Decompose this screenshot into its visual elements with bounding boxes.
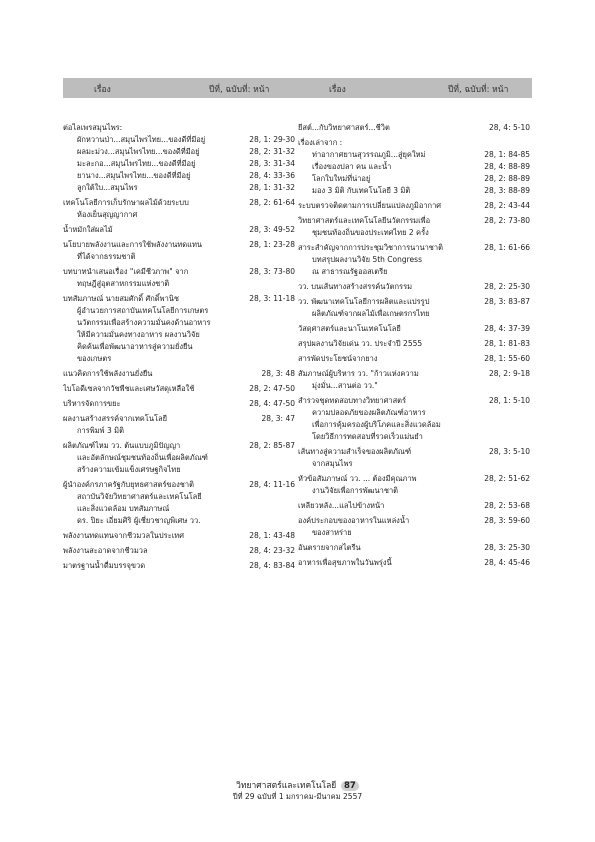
index-entry xyxy=(63,182,295,194)
left-reference-header: ปีที่, ฉบับที่: หน้า xyxy=(209,85,270,95)
entry-reference: 28, 4: 23-32 xyxy=(249,546,295,555)
entry-reference: 28, 1: 5-10 xyxy=(488,396,530,405)
entry-title: ที่ได้จากธรรมชาติ xyxy=(77,252,136,261)
index-entry xyxy=(63,266,295,278)
entry-title: ผลิตภัณฑ์ไหม วว. ต้นแบบภูมิปัญญา xyxy=(63,441,181,450)
index-entry xyxy=(298,380,530,392)
index-entry xyxy=(298,323,530,335)
entry-title: ผู้อำนวยการสถาบันเทคโนโลยีการเกษตร xyxy=(77,306,209,315)
entry-reference: 28, 2: 25-30 xyxy=(484,282,530,291)
entry-title: ทฤษฎีสู่อุตสาหกรรมแห่งชาติ xyxy=(77,279,170,288)
entry-title: วว. บนเส้นทางสร้างสรรค์นวัตกรรม xyxy=(298,282,413,291)
entry-title: ผลิตภัณฑ์จากผลไม้เพื่อเกษตรกรไทย xyxy=(312,309,430,318)
index-entry xyxy=(63,464,295,476)
index-entry xyxy=(298,500,530,512)
index-entry xyxy=(298,149,530,161)
entry-reference: 28, 2: 61-64 xyxy=(249,198,295,207)
right-topic-header: เรื่อง xyxy=(329,85,346,95)
index-entry xyxy=(63,368,295,380)
entry-title: ณ สาธารณรัฐออสเตรีย xyxy=(312,267,388,276)
index-entry xyxy=(63,146,295,158)
index-entry xyxy=(63,413,295,425)
index-entry xyxy=(298,242,530,254)
index-entry xyxy=(298,446,530,458)
index-entry xyxy=(63,278,295,290)
entry-title: คิดค้นเพื่อพัฒนาอาหารสู่ความยั่งยืน xyxy=(77,342,193,351)
entry-title: ไบโอดีเซลจากวัชพืชและเศษวัสดุเหลือใช้ xyxy=(63,384,195,393)
entry-title: ยานาง...สมุนไพรไทย...ของดีที่มีอยู่ xyxy=(77,171,191,180)
index-entry xyxy=(63,251,295,263)
index-entry xyxy=(298,254,530,266)
right-reference-header: ปีที่, ฉบับที่: หน้า xyxy=(448,85,509,95)
entry-title: ลูกใต้ใบ...สมุนไพร xyxy=(77,183,138,192)
entry-reference: 28, 3: 88-89 xyxy=(484,186,530,195)
index-entry xyxy=(63,134,295,146)
index-entry xyxy=(63,479,295,491)
index-entry xyxy=(298,137,530,149)
entry-reference: 28, 1: 84-85 xyxy=(484,150,530,159)
index-entry xyxy=(63,209,295,221)
entry-reference: 28, 4: 88-89 xyxy=(484,162,530,171)
index-entry xyxy=(63,560,295,572)
entry-title: เทคโนโลยีการเก็บรักษาผลไม้ด้วยระบบ xyxy=(63,198,189,207)
index-entry xyxy=(298,353,530,365)
entry-title: ท่าอากาศยานสุวรรณภูมิ...สู่ยุคใหม่ xyxy=(312,150,426,159)
entry-reference: 28, 2: 73-80 xyxy=(484,216,530,225)
entry-reference: 28, 3: 11-18 xyxy=(249,294,295,303)
entry-reference: 28, 3: 83-87 xyxy=(484,297,530,306)
index-entry xyxy=(298,338,530,350)
entry-reference: 28, 1: 61-66 xyxy=(484,243,530,252)
entry-title: สถาบันวิจัยวิทยาศาสตร์และเทคโนโลยี xyxy=(77,492,202,501)
entry-reference: 28, 2: 88-89 xyxy=(484,174,530,183)
entry-title: เส้นทางสู่ความสำเร็จของผลิตภัณฑ์ xyxy=(298,447,412,456)
entry-title: หัวข้อสัมภาษณ์ วว. ... ต้องมีคุณภาพ xyxy=(298,474,417,483)
entry-title: น้ำหมักใส่ผลไม้ xyxy=(63,225,113,234)
index-entry xyxy=(63,341,295,353)
journal-title: วิทยาศาสตร์และเทคโนโลยี xyxy=(236,781,337,791)
entry-title: มาตรฐานน้ำดื่มบรรจุขวด xyxy=(63,561,146,570)
entry-title: และอัตลักษณ์ชุมชนท้องถิ่นเพื่อผลิตภัณฑ์ xyxy=(77,453,208,462)
entry-reference: 28, 1: 29-30 xyxy=(249,135,295,144)
entry-reference: 28, 3: 47 xyxy=(261,414,295,423)
entry-reference: 28, 3: 49-52 xyxy=(249,225,295,234)
entry-title: ดร. ปิยะ เอี่ยมศิริ ผู้เชี่ยวชาญพิเศษ วว. xyxy=(77,516,201,525)
index-entry xyxy=(63,197,295,209)
entry-title: ผักหวานป่า...สมุนไพรไทย...ของดีที่มีอยู่ xyxy=(77,135,206,144)
entry-title: งานวิจัยเพื่อการพัฒนาชาติ xyxy=(312,486,399,495)
entry-title: พลังงานทดแทนจากชีวมวลในประเทศ xyxy=(63,531,184,540)
entry-title: นวัตกรรมเพื่อสร้างความมั่นคงด้านอาหาร xyxy=(77,318,211,327)
entry-title: ชุมชนท้องถิ่นของประเทศไทย 2 ครั้ง xyxy=(312,228,429,237)
entry-title: มอง 3 มิติ กับเทคโนโลยี 3 มิติ xyxy=(312,186,411,195)
entry-title: สร้างความเข้มแข็งเศรษฐกิจไทย xyxy=(77,465,181,474)
index-entry xyxy=(63,491,295,503)
entry-reference: 28, 2: 47-50 xyxy=(249,384,295,393)
index-entry xyxy=(298,308,530,320)
index-entry xyxy=(63,530,295,542)
entry-title: โลกใบใหม่ที่น่าอยู่ xyxy=(312,174,371,183)
entry-title: อันตรายจากสไตรีน xyxy=(298,543,361,552)
index-entry xyxy=(298,485,530,497)
index-entry xyxy=(298,395,530,407)
entry-title: สำรวจชุดทดสอบทางวิทยาศาสตร์ xyxy=(298,396,407,405)
entry-title: เหลียวหลัง...แลไปข้างหน้า xyxy=(298,501,385,510)
index-entry xyxy=(63,122,295,134)
index-entry xyxy=(63,170,295,182)
entry-reference: 28, 1: 31-32 xyxy=(249,183,295,192)
entry-title: โดยวิธีการทดสอบที่รวดเร็วแม่นยำ xyxy=(312,432,423,441)
index-entry xyxy=(298,281,530,293)
entry-reference: 28, 3: 31-34 xyxy=(249,159,295,168)
entry-title: ระบบตรวจติดตามการเปลี่ยนแปลงภูมิอากาศ xyxy=(298,201,442,210)
entry-title: อาหารเพื่อสุขภาพในวันพรุ่งนี้ xyxy=(298,558,392,567)
entry-reference: 28, 3: 25-30 xyxy=(484,543,530,552)
index-entry xyxy=(298,542,530,554)
index-entry xyxy=(63,224,295,236)
index-entry xyxy=(298,161,530,173)
index-entry xyxy=(298,473,530,485)
index-entry xyxy=(63,398,295,410)
entry-title: วว. พัฒนาเทคโนโลยีการผลิตและแปรรูป xyxy=(298,297,430,306)
index-entry xyxy=(63,239,295,251)
index-entry xyxy=(298,173,530,185)
entry-title: มุ่งมั่น...สานต่อ วว." xyxy=(312,381,378,390)
entry-title: ยีสต์...กับวิทยาศาสตร์...ชีวิต xyxy=(298,123,390,132)
entry-title: บริหารจัดการขยะ xyxy=(63,399,121,408)
entry-title: นโยบายพลังงานและการใช้พลังงานทดแทน xyxy=(63,240,203,249)
index-entry xyxy=(298,557,530,569)
index-entry xyxy=(63,317,295,329)
right-index-column xyxy=(298,122,530,569)
entry-title: ห้องเย็นสุญญากาศ xyxy=(77,210,138,219)
index-entry xyxy=(298,419,530,431)
entry-reference: 28, 4: 47-50 xyxy=(249,399,295,408)
index-entry xyxy=(63,452,295,464)
footer-issue-line: ปีที่ 29 ฉบับที่ 1 มกราคม-มีนาคม 2557 xyxy=(232,792,363,801)
entry-title: ผู้นำองค์กรภาครัฐกับยุทธศาสตร์ของชาติ xyxy=(63,480,194,489)
entry-title: ผลงานสร้างสรรค์จากเทคโนโลยี xyxy=(63,414,167,423)
index-entry xyxy=(298,458,530,470)
entry-title: มะละกอ...สมุนไพรไทย...ของดีที่มีอยู่ xyxy=(77,159,196,168)
entry-title: ผลมะม่วง...สมุนไพรไทย...ของดีที่มีอยู่ xyxy=(77,147,200,156)
index-entry xyxy=(63,305,295,317)
entry-title: บทบาทนำเสนอเรื่อง "เคมีชีวภาพ" จาก xyxy=(63,267,189,276)
index-entry xyxy=(63,158,295,170)
entry-reference: 28, 4: 83-84 xyxy=(249,561,295,570)
index-entry xyxy=(298,215,530,227)
index-entry xyxy=(63,353,295,365)
entry-reference: 28, 2: 31-32 xyxy=(249,147,295,156)
entry-title: เพื่อการคุ้มครองผู้บริโภคและสิ่งแวดล้อม xyxy=(312,420,441,429)
index-entry xyxy=(298,527,530,539)
entry-reference: 28, 3: 5-10 xyxy=(488,447,530,456)
entry-title: ต่อไลเพรสมุนไพร: xyxy=(63,123,123,132)
entry-title: ความปลอดภัยของผลิตภัณฑ์อาหาร xyxy=(312,408,426,417)
entry-title: แนวคิดการใช้พลังงานยั่งยืน xyxy=(63,369,153,378)
left-index-column xyxy=(63,122,295,572)
entry-title: ของสาหร่าย xyxy=(312,528,352,537)
entry-title: และสิ่งแวดล้อม บทสัมภาษณ์ xyxy=(77,504,170,513)
entry-reference: 28, 4: 5-10 xyxy=(488,123,530,132)
entry-reference: 28, 1: 81-83 xyxy=(484,339,530,348)
entry-title: ของเกษตร xyxy=(77,354,112,363)
entry-reference: 28, 4: 33-36 xyxy=(249,171,295,180)
entry-title: สารพัดประโยชน์จากยาง xyxy=(298,354,378,363)
entry-title: บทสรุปผลงานวิจัย 5th Congress xyxy=(312,255,422,264)
entry-reference: 28, 2: 53-68 xyxy=(484,501,530,510)
entry-title: องค์ประกอบของอาหารในแหล่งน้ำ xyxy=(298,516,410,525)
index-entry xyxy=(298,407,530,419)
entry-reference: 28, 3: 73-80 xyxy=(249,267,295,276)
index-entry xyxy=(63,329,295,341)
entry-title: เรื่องของปลา คน และน้ำ xyxy=(312,162,392,171)
entry-title: ให้มีความมั่นคงทางอาหาร ผลงานวิจัย xyxy=(77,330,200,339)
entry-reference: 28, 2: 43-44 xyxy=(484,201,530,210)
entry-title: เรื่องเล่าจาก : xyxy=(298,138,343,147)
entry-title: จากสมุนไพร xyxy=(312,459,353,468)
entry-reference: 28, 4: 45-46 xyxy=(484,558,530,567)
index-entry xyxy=(298,122,530,134)
index-entry xyxy=(298,515,530,527)
entry-reference: 28, 4: 11-16 xyxy=(249,480,295,489)
page-number: 87 xyxy=(341,781,359,791)
index-entry xyxy=(298,227,530,239)
entry-reference: 28, 1: 55-60 xyxy=(484,354,530,363)
entry-reference: 28, 3: 59-60 xyxy=(484,516,530,525)
entry-reference: 28, 4: 37-39 xyxy=(484,324,530,333)
entry-reference: 28, 3: 48 xyxy=(261,369,295,378)
left-topic-header: เรื่อง xyxy=(94,85,111,95)
entry-title: พลังงานสะอาดจากชีวมวล xyxy=(63,546,148,555)
index-entry xyxy=(298,368,530,380)
entry-title: บทสัมภาษณ์ นายสมศักดิ์ ศักดิ์พานิช xyxy=(63,294,180,303)
index-entry xyxy=(298,296,530,308)
index-entry xyxy=(63,293,295,305)
index-entry xyxy=(298,266,530,278)
entry-title: สาระสำคัญจากการประชุมวิชาการนานาชาติ xyxy=(298,243,443,252)
entry-reference: 28, 1: 43-48 xyxy=(249,531,295,540)
index-entry xyxy=(63,545,295,557)
index-entry xyxy=(298,431,530,443)
index-entry xyxy=(63,440,295,452)
index-entry xyxy=(63,425,295,437)
index-entry xyxy=(298,185,530,197)
index-entry xyxy=(63,515,295,527)
index-entry xyxy=(63,383,295,395)
index-entry xyxy=(63,503,295,515)
entry-title: วิทยาศาสตร์และเทคโนโลยีนวัตกรรมเพื่อ xyxy=(298,216,431,225)
entry-title: สัมภาษณ์ผู้บริหาร วว. "ก้าวแห่งความ xyxy=(298,369,419,378)
entry-reference: 28, 2: 85-87 xyxy=(249,441,295,450)
entry-reference: 28, 1: 23-28 xyxy=(249,240,295,249)
entry-reference: 28, 2: 51-62 xyxy=(484,474,530,483)
entry-title: วัสดุศาสตร์และนาโนเทคโนโลยี xyxy=(298,324,401,333)
index-entry xyxy=(298,200,530,212)
entry-title: สรุปผลงานวิจัยเด่น วว. ประจำปี 2555 xyxy=(298,339,423,348)
entry-title: การพิมพ์ 3 มิติ xyxy=(77,426,124,435)
entry-reference: 28, 2: 9-18 xyxy=(488,369,530,378)
footer-journal-line xyxy=(0,778,595,792)
